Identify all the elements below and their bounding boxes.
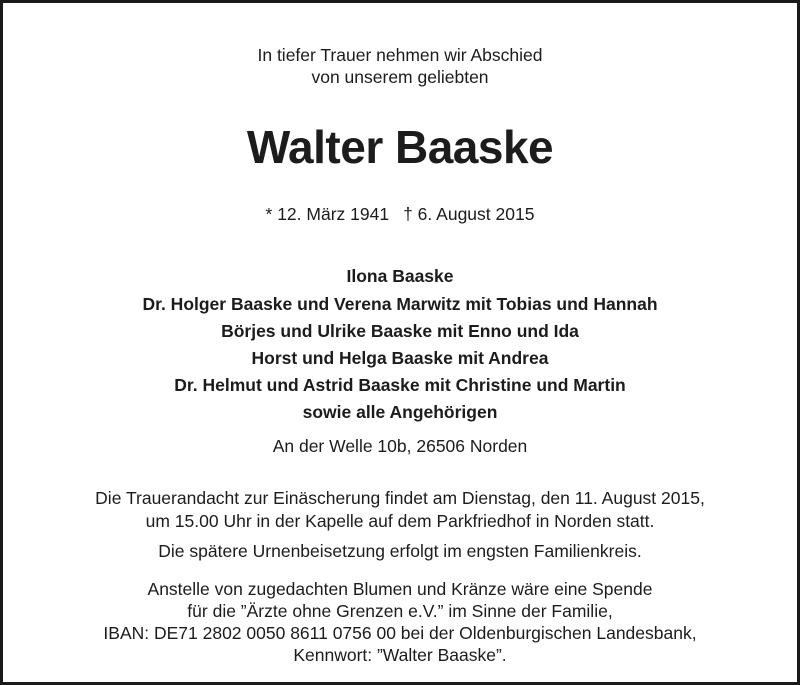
donation-line-2: für die ”Ärzte ohne Grenzen e.V.” im Sinne der Familie, <box>187 601 613 621</box>
mourner-line: Dr. Holger Baaske und Verena Marwitz mit Tobias und Hannah <box>142 294 658 314</box>
mourner-line: Horst und Helga Baaske mit Andrea <box>251 348 549 368</box>
deceased-name: Walter Baaske <box>246 121 554 173</box>
ceremony-line-2: um 15.00 Uhr in der Kapelle auf dem Parkfriedhof in Norden statt. <box>145 511 655 531</box>
birth-date: * 12. März 1941 <box>265 204 390 224</box>
mourner-line: sowie alle Angehörigen <box>302 402 498 422</box>
life-dates <box>3 203 797 225</box>
address: An der Welle 10b, 26506 Norden <box>272 436 528 456</box>
death-date: † 6. August 2015 <box>403 204 535 224</box>
mourner-line: Ilona Baaske <box>346 266 454 286</box>
donation-keyword: Kennwort: ”Walter Baaske”. <box>293 645 507 665</box>
mourner-line: Börjes und Ulrike Baaske mit Enno und Ida <box>221 321 579 341</box>
donation-line-1: Anstelle von zugedachten Blumen und Kränze wäre eine Spende <box>147 579 653 599</box>
burial-note: Die spätere Urnenbeisetzung erfolgt im engsten Familienkreis. <box>158 541 642 561</box>
mourner-line: Dr. Helmut und Astrid Baaske mit Christine und Martin <box>174 375 626 395</box>
donation-iban: IBAN: DE71 2802 0050 8611 0756 00 bei der Oldenburgischen Landesbank, <box>103 623 697 643</box>
ceremony-line-1: Die Trauerandacht zur Einäscherung findet am Dienstag, den 11. August 2015, <box>95 488 705 508</box>
intro-line-2: von unserem geliebten <box>311 67 489 87</box>
intro-line-1: In tiefer Trauer nehmen wir Abschied <box>257 45 543 65</box>
